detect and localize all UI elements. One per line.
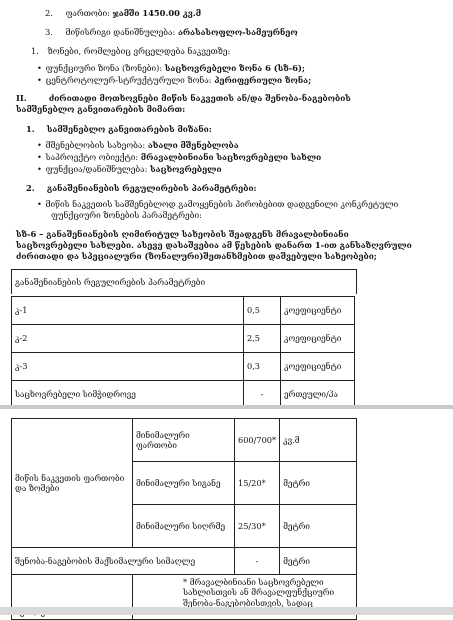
purpose-value: არასასოფლო-სამეურნეო (177, 27, 298, 37)
zones-line (31, 46, 230, 56)
unit-cell: მეტრი (280, 462, 357, 505)
value-cell: 600/700* (235, 419, 280, 462)
unit-cell: მეტრი (280, 505, 357, 548)
note-line3: შენობა-ნაგებობისთვის, სადაც (183, 597, 313, 608)
plot-dimensions-table (11, 418, 357, 620)
value-cell: 0,3 (244, 353, 281, 381)
purpose-line (45, 27, 298, 37)
zone-bullet-value: პერიფერიული ზონა; (214, 75, 312, 85)
height-unit-cell: მეტრი (280, 548, 357, 575)
sub1-bullet-2 (36, 164, 222, 174)
section-2-heading-line2: სამშენებლო განვითარების მიმართ: (16, 104, 186, 114)
sub2-text-line1: მიწის ნაკვეთის სამშენებლოდ გამოყენების პირობებით დადგენილი კონკრეტული (45, 199, 399, 209)
zone-paragraph-line3: ძირითადი და სპეციალური (ზონალური)შეთანხმებით დაშვებული სახეობები; (16, 251, 377, 261)
height-label-cell: შენობა-ნაგებობის მაქსიმალური სიმაღლე (12, 548, 235, 575)
section-2-heading-line1: ძირითადი მოთხოვნები მიწის ნაკვეთის ან/და შენობა-ნაგებობის (48, 93, 351, 103)
zone-paragraph-line1: სზ-6 – განაშენიანების ღიმირიტულ სახეობის შეადგენს მრავალბინიანი (16, 229, 349, 239)
bullet-icon: • (37, 75, 42, 85)
purpose-label: მიწისრიგი დანიშნულება: (65, 27, 176, 37)
unit-cell: კოეფიციენტი (281, 297, 355, 325)
sub1-bullet-value: მრავალბინიანი საცხოვრებელი სახლი (140, 152, 322, 162)
sub1-bullet-1 (36, 152, 321, 162)
sub1-num: 1. (26, 124, 35, 134)
unit-cell: კოეფიციენტი (281, 325, 355, 353)
unit-cell: ერთეული/ჰა (281, 381, 355, 409)
table-row (12, 353, 355, 381)
value-cell: 15/20* (235, 462, 280, 505)
height-value-cell: - (235, 548, 280, 575)
zone-paragraph-line2: საცხოვრებელი სახლები. ასევე დასაშვებია ამ წესების დანართ 1-ით განსაზღვრული (16, 240, 412, 250)
sub1-title (26, 124, 212, 134)
zone-bullet-value: საცხოვრებელი ზონა 6 (სზ-6); (164, 63, 305, 73)
zone-bullet-0 (36, 63, 305, 73)
bullet-icon: • (37, 63, 42, 73)
sub1-bullet-value: საცხოვრებელი (150, 164, 222, 174)
value-cell: 25/30* (235, 505, 280, 548)
sub1-title-text: სამშენებლო განვითარების მიზანი: (46, 124, 212, 134)
table1-header (11, 269, 357, 294)
sub1-bullet-label: საპროექტო ობიექტი: (45, 152, 139, 162)
note-line2: სახლისთვის ან მრავალფუნქციური (183, 587, 335, 598)
value-cell: - (244, 381, 281, 409)
note-line1: * მრავალბინიანი საცხოვრებელი (183, 577, 324, 587)
sub2-num: 2. (26, 183, 35, 193)
param-cell: კ-2 (12, 325, 244, 353)
group-label-cell: მიწის ნაკვეთის ფართობი და ზომები (12, 419, 133, 548)
sub-param-cell: მინიმალური სიღრმე (133, 505, 235, 548)
sub1-bullet-label: მშენებლობის სახეობა: (45, 140, 146, 150)
bottom-edge (0, 607, 453, 615)
zones-num: 1. (31, 46, 39, 56)
param-cell: კ-1 (12, 297, 244, 325)
sub2-text-line2: ფუნქციური ზონების პარამეტრები: (51, 210, 202, 220)
sub2-text (36, 199, 398, 209)
sub1-bullet-0 (36, 140, 239, 150)
section-2-num: II. (16, 93, 27, 103)
table-row (12, 325, 355, 353)
purpose-num: 3. (45, 27, 53, 37)
page-divider (0, 405, 453, 409)
unit-cell: კოეფიციენტი (281, 353, 355, 381)
area-value: ჯამში 1450.00 კვ.მ (112, 8, 202, 18)
sub1-bullet-value: ახალი მშენებლობა (147, 140, 239, 150)
regulation-params-table (11, 296, 355, 409)
zone-bullet-label: ფუნქციური ზონა (ზონები): (45, 63, 163, 73)
area-label: ფართობი: (65, 8, 110, 18)
table-row (12, 297, 355, 325)
sub-param-cell: მინიმალური სიგანე (133, 462, 235, 505)
bullet-icon: • (37, 140, 42, 150)
param-cell: კ-3 (12, 353, 244, 381)
sub-param-cell: მინიმალური ფართობი (133, 419, 235, 462)
zones-text: ზონები, რომლებიც ვრცელდება ნაკვეთზე: (47, 46, 231, 56)
unit-cell: კვ.მ (280, 419, 357, 462)
zone-bullet-label: ცენტროტოლურ-სტრუქტურული ზონა: (45, 75, 212, 85)
table-row (12, 548, 357, 575)
section-2-heading (16, 93, 351, 103)
bullet-icon: • (37, 152, 42, 162)
table1-header-text: განაშენიანების რეგულირების პარამეტრები (15, 277, 206, 287)
param-cell: საცხოვრებელი სიმჭიდროვე (12, 381, 244, 409)
zone-bullet-1 (36, 75, 311, 85)
table-row (12, 419, 357, 462)
area-num: 2. (45, 8, 53, 18)
bullet-icon: • (37, 199, 42, 209)
value-cell: 0,5 (244, 297, 281, 325)
sub2-title (26, 183, 257, 193)
area-line (45, 8, 201, 18)
value-cell: 2,5 (244, 325, 281, 353)
bullet-icon: • (37, 164, 42, 174)
sub1-bullet-label: ფუნქცია/დანიშნულება: (45, 164, 148, 174)
sub2-title-text: განაშენიანების რეგულირების პარამეტრები: (46, 183, 257, 193)
